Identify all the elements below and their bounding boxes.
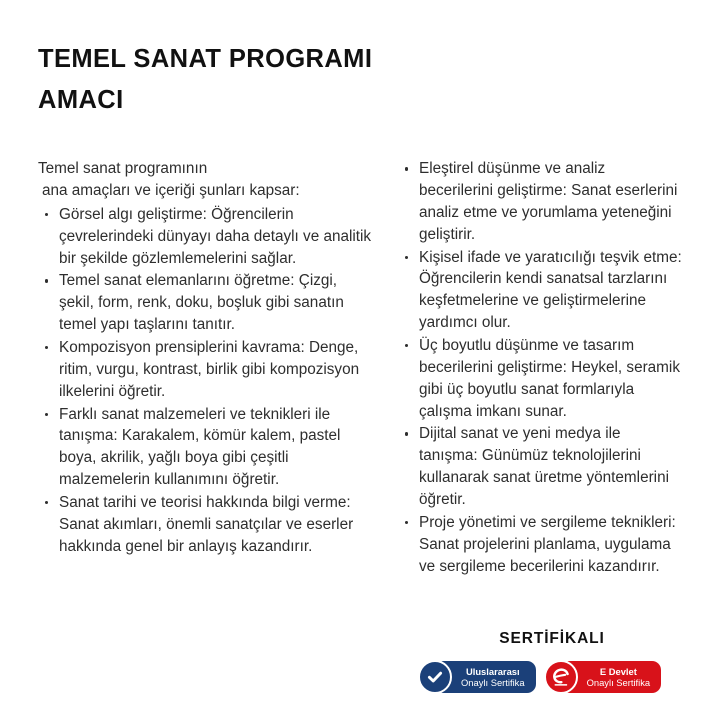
badge-line-1: Uluslararası <box>465 665 520 677</box>
list-item: Farklı sanat malzemeleri ve teknikleri ile tanışma: Karakalem, kömür kalem, pastel boya, akrilik, yağlı boya gibi çeşitli malzemelerin kullanımını öğretir. <box>38 404 375 491</box>
intro-paragraph <box>38 158 375 202</box>
list-item: Sanat tarihi ve teorisi hakkında bilgi verme: Sanat akımları, önemli sanatçılar ve eserler hakkında genel bir anlayış kazandırır. <box>38 492 375 558</box>
list-item: Kompozisyon prensiplerini kavrama: Denge, ritim, vurgu, kontrast, birlik gibi kompozisyon ilkelerini öğretir. <box>38 337 375 403</box>
badge-uluslararasi <box>418 660 536 694</box>
certification-section <box>418 630 686 694</box>
left-column <box>38 158 383 558</box>
list-item: Dijital sanat ve yeni medya ile tanışma: Günümüz teknolojilerini kullanarak sanat üretme yöntemlerini öğretir. <box>398 423 683 510</box>
badge-line-1: E Devlet <box>599 665 637 677</box>
list-item: Eleştirel düşünme ve analiz becerilerini geliştirme: Sanat eserlerini analiz etme ve yorumlama yeteneğini geliştirir. <box>398 158 683 245</box>
badge-line-2: Onaylı Sertifika <box>586 676 651 688</box>
list-item: Proje yönetimi ve sergileme teknikleri: Sanat projelerini planlama, uygulama ve sergileme becerilerini kazandırır. <box>398 512 683 578</box>
right-bullet-list <box>398 158 683 577</box>
intro-line-2: ana amaçları ve içeriği şunları kapsar: <box>42 182 300 200</box>
right-column <box>383 158 683 578</box>
title-line-primary: TEMEL SANAT PROGRAMI <box>38 45 373 73</box>
content-columns <box>38 158 686 578</box>
intro-line-1: Temel sanat programının <box>38 160 208 178</box>
badge-e-devlet <box>544 660 662 694</box>
list-item: Görsel algı geliştirme: Öğrencilerin çevrelerindeki dünyayı daha detaylı ve analitik bir şekilde gözlemlemelerini sağlar. <box>38 204 375 270</box>
page-title <box>38 44 686 115</box>
certification-title: SERTİFİKALI <box>499 630 605 647</box>
e-devlet-logo-icon <box>544 660 578 694</box>
certification-badges <box>418 660 686 694</box>
check-circle-icon <box>418 660 452 694</box>
badge-line-2: Onaylı Sertifika <box>461 676 525 688</box>
list-item: Temel sanat elemanlarını öğretme: Çizgi, şekil, form, renk, doku, boşluk gibi sanatın temel yapı taşlarını tanıtır. <box>38 270 375 336</box>
list-item: Üç boyutlu düşünme ve tasarım becerilerini geliştirme: Heykel, seramik gibi üç boyutlu sanat formlarıyla çalışma imkanı sunar. <box>398 335 683 422</box>
list-item: Kişisel ifade ve yaratıcılığı teşvik etme: Öğrencilerin kendi sanatsal tarzlarını keşfetmelerine ve geliştirmelerine yardımcı olur. <box>398 247 683 334</box>
title-line-secondary: AMACI <box>38 86 124 115</box>
left-bullet-list <box>38 204 375 558</box>
